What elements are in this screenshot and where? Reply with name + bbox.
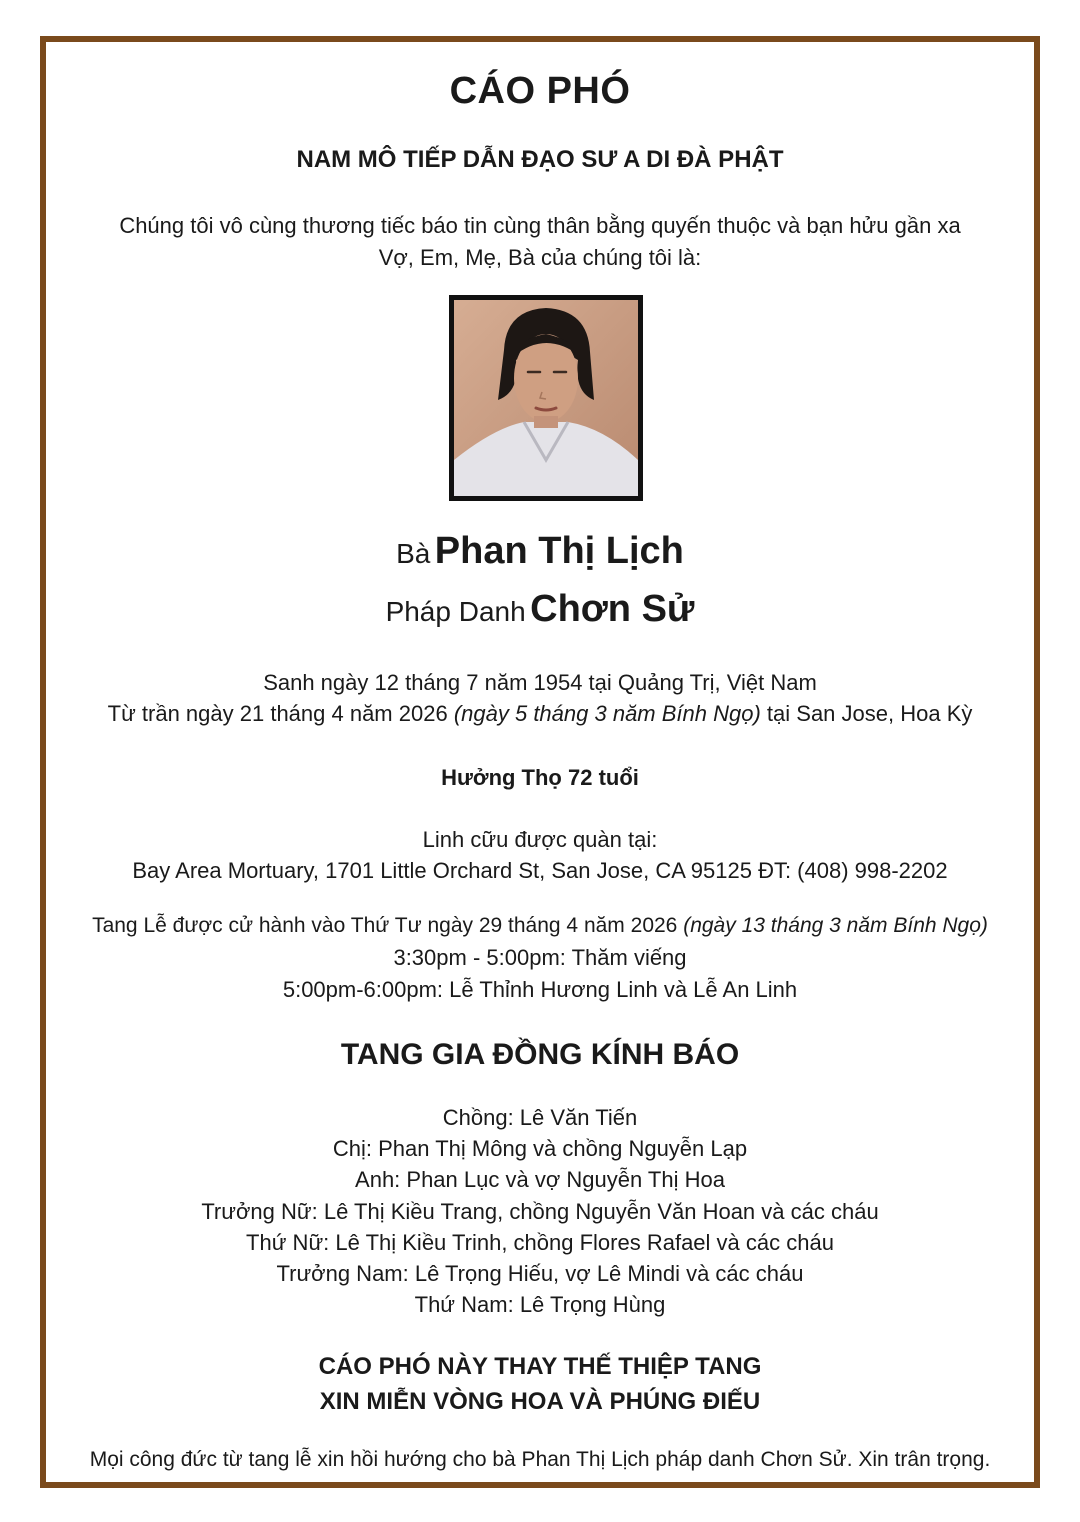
death-lunar-date: (ngày 5 tháng 3 năm Bính Ngọ) <box>453 701 761 726</box>
dharma-name-line <box>52 588 1028 631</box>
closing-dedication: Mọi công đức từ tang lễ xin hồi hướng cho bà Phan Thị Lịch pháp danh Chơn Sử. Xin trân trọng. <box>89 1448 991 1471</box>
deceased-name: Phan Thị Lịch <box>434 530 684 572</box>
family-member: Thứ Nam: Lê Trọng Hùng <box>414 1292 666 1317</box>
family-member: Trưởng Nữ: Lê Thị Kiều Trang, chồng Nguyễn Văn Hoan và các cháu <box>201 1199 879 1224</box>
birth-info: Sanh ngày 12 tháng 7 năm 1954 tại Quảng Trị, Việt Nam <box>263 670 817 695</box>
notice-line-1: CÁO PHÓ NÀY THAY THẾ THIỆP TANG <box>318 1353 762 1380</box>
obituary-card <box>52 48 1028 1476</box>
ceremony-lunar-date: (ngày 13 tháng 3 năm Bính Ngọ) <box>683 914 988 937</box>
family-member: Anh: Phan Lục và vợ Nguyễn Thị Hoa <box>355 1167 725 1192</box>
death-date: Từ trần ngày 21 tháng 4 năm 2026 <box>107 701 448 726</box>
age-line: Hưởng Thọ 72 tuổi <box>441 765 639 790</box>
family-member: Trưởng Nam: Lê Trọng Hiếu, vợ Lê Mindi và các cháu <box>276 1261 804 1286</box>
death-place: tại San Jose, Hoa Kỳ <box>766 701 973 726</box>
notice-line-2: XIN MIỄN VÒNG HOA VÀ PHÚNG ĐIẾU <box>319 1388 761 1415</box>
page-title: CÁO PHÓ <box>449 70 631 112</box>
mortuary-address: Bay Area Mortuary, 1701 Little Orchard St, San Jose, CA 95125 ĐT: (408) 998-2202 <box>132 858 948 883</box>
family-member: Chị: Phan Thị Mông và chồng Nguyễn Lạp <box>332 1136 748 1161</box>
portrait-photo <box>449 295 643 501</box>
family-heading: TANG GIA ĐỒNG KÍNH BÁO <box>340 1038 740 1071</box>
buddhist-prayer: NAM MÔ TIẾP DẪN ĐẠO SƯ A DI ĐÀ PHẬT <box>296 146 784 173</box>
name-title: Bà <box>396 538 431 569</box>
ceremony-info <box>52 914 1028 938</box>
schedule-item: 5:00pm-6:00pm: Lễ Thỉnh Hương Linh và Lễ An Linh <box>282 977 798 1002</box>
intro-line-1: Chúng tôi vô cùng thương tiếc báo tin cùng thân bằng quyến thuộc và bạn hửu gần xa <box>119 213 961 238</box>
family-member: Thứ Nữ: Lê Thị Kiều Trinh, chồng Flores Rafael và các cháu <box>246 1230 834 1255</box>
ceremony-date: Tang Lễ được cử hành vào Thứ Tư ngày 29 tháng 4 năm 2026 <box>92 914 678 937</box>
portrait-illustration <box>454 300 638 496</box>
dharma-label: Pháp Danh <box>385 596 526 627</box>
obituary-border <box>40 36 1040 1488</box>
deceased-name-line <box>52 530 1028 573</box>
intro-line-2: Vợ, Em, Mẹ, Bà của chúng tôi là: <box>378 245 702 270</box>
death-info <box>52 701 1028 727</box>
schedule-item: 3:30pm - 5:00pm: Thăm viếng <box>393 945 687 970</box>
family-member: Chồng: Lê Văn Tiến <box>442 1105 638 1130</box>
dharma-name: Chơn Sử <box>530 588 695 630</box>
coffin-location-label: Linh cữu được quàn tại: <box>422 827 658 852</box>
